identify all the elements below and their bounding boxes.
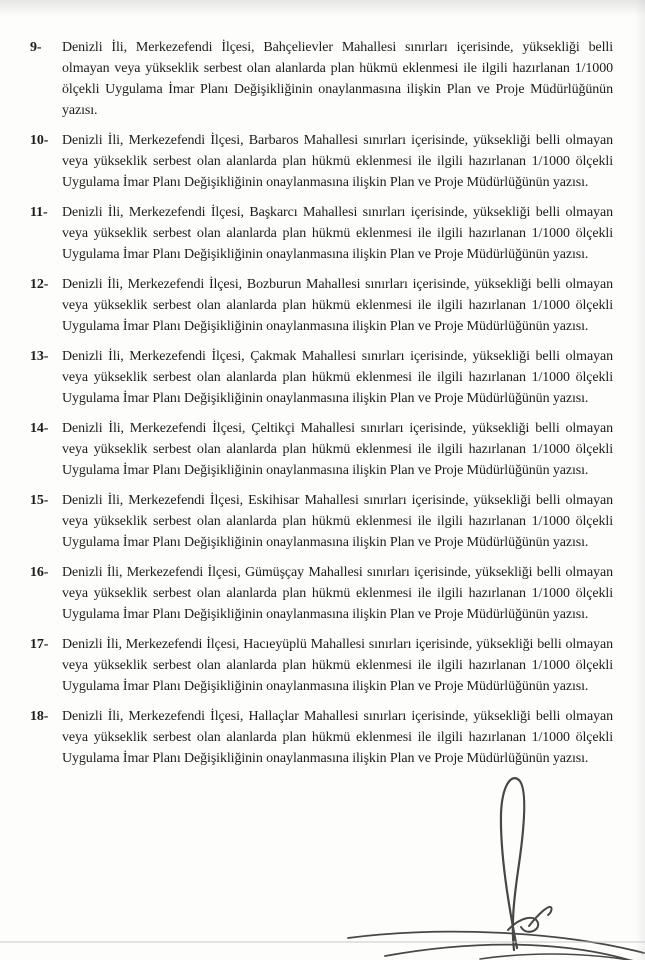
item-number: 10- [30, 133, 49, 148]
item-number: 9- [30, 40, 42, 55]
list-item [30, 274, 613, 337]
item-text: Denizli İli, Merkezefendi İlçesi, Bahçelievler Mahallesi sınırları içerisinde, yüksekliği belli olmayan veya yükseklik serbest olan alanlarda plan hükmü eklenmesi ile ilgili hazırlanan 1/1000 ölçekli Uygulama İmar Planı Değişikliğinin onaylanmasına ilişkin Plan ve Proje Müdürlüğünün yazısı. [62, 40, 613, 118]
item-text: Denizli İli, Merkezefendi İlçesi, Barbaros Mahallesi sınırları içerisinde, yüksekliği belli olmayan veya yükseklik serbest olan alanlarda plan hükmü eklenmesi ile ilgili hazırlanan 1/1000 ölçekli Uygulama İmar Planı Değişikliğinin onaylanmasına ilişkin Plan ve Proje Müdürlüğünün yazısı. [62, 133, 613, 190]
item-number: 15- [30, 493, 49, 508]
item-number: 11- [30, 205, 48, 220]
item-text: Denizli İli, Merkezefendi İlçesi, Gümüşçay Mahallesi sınırları içerisinde, yüksekliği belli olmayan veya yükseklik serbest olan alanlarda plan hükmü eklenmesi ile ilgili hazırlanan 1/1000 ölçekli Uygulama İmar Planı Değişikliğinin onaylanmasına ilişkin Plan ve Proje Müdürlüğünün yazısı. [62, 565, 613, 622]
list-item [30, 634, 613, 697]
list-item [30, 490, 613, 553]
item-text: Denizli İli, Merkezefendi İlçesi, Başkarcı Mahallesi sınırları içerisinde, yüksekliği belli olmayan veya yükseklik serbest olan alanlarda plan hükmü eklenmesi ile ilgili hazırlanan 1/1000 ölçekli Uygulama İmar Planı Değişikliğinin onaylanmasına ilişkin Plan ve Proje Müdürlüğünün yazısı. [62, 205, 613, 262]
item-number: 16- [30, 565, 49, 580]
item-text: Denizli İli, Merkezefendi İlçesi, Hallaçlar Mahallesi sınırları içerisinde, yüksekliği belli olmayan veya yükseklik serbest olan alanlarda plan hükmü eklenmesi ile ilgili hazırlanan 1/1000 ölçekli Uygulama İmar Planı Değişikliğinin onaylanmasına ilişkin Plan ve Proje Müdürlüğünün yazısı. [62, 709, 613, 766]
item-text: Denizli İli, Merkezefendi İlçesi, Bozburun Mahallesi sınırları içerisinde, yüksekliği belli olmayan veya yükseklik serbest olan alanlarda plan hükmü eklenmesi ile ilgili hazırlanan 1/1000 ölçekli Uygulama İmar Planı Değişikliğinin onaylanmasına ilişkin Plan ve Proje Müdürlüğünün yazısı. [62, 277, 613, 334]
list-item [30, 418, 613, 481]
item-number: 14- [30, 421, 49, 436]
item-text: Denizli İli, Merkezefendi İlçesi, Hacıeyüplü Mahallesi sınırları içerisinde, yüksekliği belli olmayan veya yükseklik serbest olan alanlarda plan hükmü eklenmesi ile ilgili hazırlanan 1/1000 ölçekli Uygulama İmar Planı Değişikliğinin onaylanmasına ilişkin Plan ve Proje Müdürlüğünün yazısı. [62, 637, 613, 694]
item-text: Denizli İli, Merkezefendi İlçesi, Çeltikçi Mahallesi sınırları içerisinde, yüksekliği belli olmayan veya yükseklik serbest olan alanlarda plan hükmü eklenmesi ile ilgili hazırlanan 1/1000 ölçekli Uygulama İmar Planı Değişikliğinin onaylanmasına ilişkin Plan ve Proje Müdürlüğünün yazısı. [62, 421, 613, 478]
item-number: 13- [30, 349, 49, 364]
item-number: 17- [30, 637, 49, 652]
item-text: Denizli İli, Merkezefendi İlçesi, Çakmak Mahallesi sınırları içerisinde, yüksekliği belli olmayan veya yükseklik serbest olan alanlarda plan hükmü eklenmesi ile ilgili hazırlanan 1/1000 ölçekli Uygulama İmar Planı Değişikliğinin onaylanmasına ilişkin Plan ve Proje Müdürlüğünün yazısı. [62, 349, 613, 406]
list-item [30, 346, 613, 409]
list-item [30, 37, 613, 121]
item-number: 12- [30, 277, 49, 292]
item-number: 18- [30, 709, 49, 724]
list-item [30, 130, 613, 193]
list-item [30, 202, 613, 265]
list-item [30, 562, 613, 625]
item-text: Denizli İli, Merkezefendi İlçesi, Eskihisar Mahallesi sınırları içerisinde, yüksekliği belli olmayan veya yükseklik serbest olan alanlarda plan hükmü eklenmesi ile ilgili hazırlanan 1/1000 ölçekli Uygulama İmar Planı Değişikliğinin onaylanmasına ilişkin Plan ve Proje Müdürlüğünün yazısı. [62, 493, 613, 550]
list-item [30, 706, 613, 769]
